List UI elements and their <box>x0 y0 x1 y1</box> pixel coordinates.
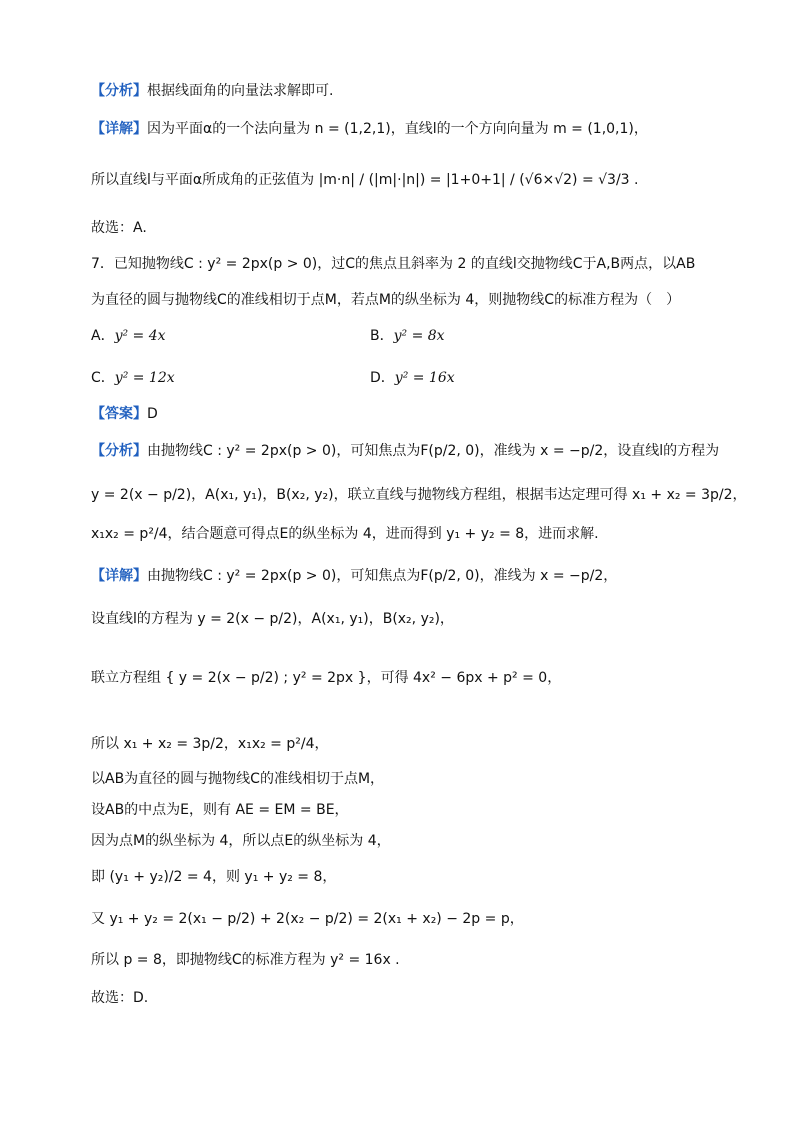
option-a-label: A． <box>91 328 115 344</box>
analysis7-text-2: y = 2(x − p/2)，A(x₁, y₁)，B(x₂, y₂)，联立直线与抛物线方程组，根据韦达定理可得 x₁ + x₂ = 3p/2， <box>91 487 747 503</box>
option-a-value: y² = 4x <box>114 328 166 344</box>
option-b-value: y² = 8x <box>393 328 445 344</box>
option-d-value: y² = 16x <box>394 370 455 386</box>
option-d <box>370 368 455 388</box>
detail7-text-7: 因为点M的纵坐标为 4，所以点E的纵坐标为 4， <box>91 833 391 849</box>
detail7-text-4: 所以 x₁ + x₂ = 3p/2，x₁x₂ = p²/4， <box>91 736 329 752</box>
analysis-text: 根据线面角的向量法求解即可. <box>147 83 334 99</box>
detail7-text-10: 所以 p = 8，即抛物线C的标准方程为 y² = 16x . <box>91 952 400 968</box>
detail-line <box>91 119 648 139</box>
analysis7-text-1: 由抛物线C : y² = 2px(p > 0)，可知焦点为F(p/2, 0)，准线为 x = −p/2，设直线l的方程为 <box>147 443 720 459</box>
question-line-2 <box>91 290 680 310</box>
detail7-line-9 <box>91 909 524 929</box>
option-b-label: B． <box>370 328 394 344</box>
detail7-line-1 <box>91 566 617 586</box>
option-d-label: D． <box>370 370 395 386</box>
detail7-tag: 【详解】 <box>91 568 147 584</box>
option-c-label: C． <box>91 370 115 386</box>
sine-formula-line <box>91 170 639 190</box>
detail7-line-11 <box>91 988 148 1008</box>
detail7-text-6: 设AB的中点为E，则有 AE = EM = BE， <box>91 802 349 818</box>
analysis7-line-1 <box>91 441 719 461</box>
sine-formula-text: 所以直线l与平面α所成角的正弦值为 |m·n| / (|m|·|n|) = |1+0+1| / (√6×√2) = √3/3 . <box>91 172 639 188</box>
analysis7-line-3 <box>91 524 599 544</box>
detail7-text-3: 联立方程组 { y = 2(x − p/2) ; y² = 2px }，可得 4x² − 6px + p² = 0， <box>91 670 562 686</box>
detail7-text-1: 由抛物线C : y² = 2px(p > 0)，可知焦点为F(p/2, 0)，准线为 x = −p/2， <box>147 568 618 584</box>
detail7-line-8 <box>91 867 336 887</box>
answer-value: D <box>147 406 158 422</box>
detail7-line-4 <box>91 734 328 754</box>
question-text-2: 为直径的圆与抛物线C的准线相切于点M，若点M的纵坐标为 4，则抛物线C的标准方程为（ ） <box>91 292 681 308</box>
option-c-value: y² = 12x <box>114 370 175 386</box>
question-line-1 <box>91 254 695 274</box>
detail7-text-9: 又 y₁ + y₂ = 2(x₁ − p/2) + 2(x₂ − p/2) = 2(x₁ + x₂) − 2p = p， <box>91 911 524 927</box>
detail7-line-10 <box>91 950 400 970</box>
question-text-1: 7．已知抛物线C : y² = 2px(p > 0)，过C的焦点且斜率为 2 的直线l交抛物线C于A,B两点，以AB <box>91 256 696 272</box>
option-b <box>370 326 445 346</box>
detail7-line-2 <box>91 609 454 629</box>
detail-text: 因为平面α的一个法向量为 n = (1,2,1)，直线l的一个方向向量为 m = (1,0,1)， <box>147 121 648 137</box>
analysis-tag: 【分析】 <box>91 83 147 99</box>
analysis-line <box>91 81 333 101</box>
detail7-text-11: 故选：D. <box>91 990 149 1006</box>
choice-line <box>91 218 147 238</box>
detail-tag: 【详解】 <box>91 121 147 137</box>
detail7-text-8: 即 (y₁ + y₂)/2 = 4，则 y₁ + y₂ = 8， <box>91 869 337 885</box>
analysis7-tag: 【分析】 <box>91 443 147 459</box>
detail7-text-5: 以AB为直径的圆与抛物线C的准线相切于点M， <box>91 771 385 787</box>
analysis7-text-3: x₁x₂ = p²/4，结合题意可得点E的纵坐标为 4，进而得到 y₁ + y₂ = 8，进而求解. <box>91 526 599 542</box>
answer-line <box>91 404 158 424</box>
detail7-line-6 <box>91 800 349 820</box>
analysis7-line-2 <box>91 485 747 505</box>
choice-text: 故选：A. <box>91 220 147 236</box>
answer-tag: 【答案】 <box>91 406 147 422</box>
detail7-line-5 <box>91 769 384 789</box>
option-c <box>91 368 175 388</box>
detail7-text-2: 设直线l的方程为 y = 2(x − p/2)，A(x₁, y₁)，B(x₂, y₂)， <box>91 611 454 627</box>
detail7-line-7 <box>91 831 391 851</box>
option-a <box>91 326 166 346</box>
detail7-line-3 <box>91 668 561 688</box>
